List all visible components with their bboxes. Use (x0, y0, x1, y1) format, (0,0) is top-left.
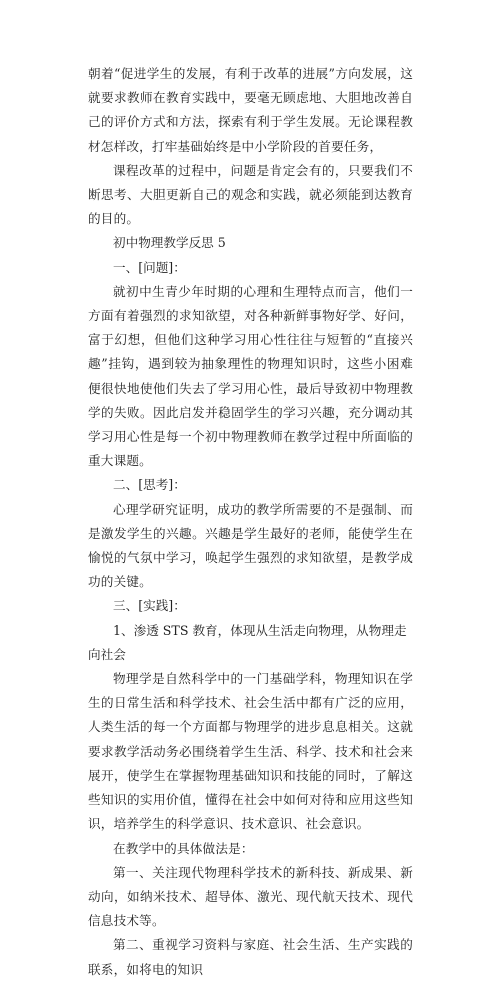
paragraph-physics-basics: 物理学是自然科学中的一门基础学科，物理知识在学生的日常生活和科学技术、社会生活中都有广泛的应用，人类生活的每一个方面都与物理学的进步息息相关。这就要求教学活动务必围绕着学生生活、科学、技术和社会来展开，使学生在掌握物理基础知识和技能的同时，了解这些知识的实用价值，懂得在社会中如何对待和应用这些知识，培养学生的科学意识、技术意识、社会意识。 (88, 671, 413, 832)
paragraph-curriculum-reform: 课程改革的过程中，问题是肯定会有的，只要我们不断思考、大胆更新自己的观念和实践，就必须能到达教育的目的。 (88, 162, 413, 227)
paragraph-first-point: 第一、关注现代物理科学技术的新科技、新成果、新动向，如纳米技术、超导体、激光、现代航天技术、现代信息技术等。 (88, 864, 413, 929)
heading-practice: 三、[实践]： (113, 598, 186, 614)
paragraph-second-point: 第二、重视学习资料与家庭、社会生活、生产实践的联系，如将电的知识 (88, 937, 413, 977)
heading-thinking: 二、[思考]： (113, 477, 186, 493)
paragraph-intro: 朝着“促进学生的发展，有利于改革的进展”方向发展，这就要求教师在教育实践中，要毫无顾虑地、大胆地改善自己的评价方式和方法，探索有利于学生发展。无论课程教材怎样改，打牢基础始终是中小学阶段的首要任务， (88, 66, 413, 154)
subheading-sts: 1、渗透 STS 教育，体现从生活走向物理，从物理走向社会 (88, 622, 407, 662)
paragraph-thinking: 心理学研究证明，成功的教学所需要的不是强制、而是激发学生的兴趣。兴趣是学生最好的老师，能使学生在愉悦的气氛中学习，唤起学生强烈的求知欲望，是教学成功的关键。 (88, 501, 413, 590)
paragraph-problem: 就初中生青少年时期的心理和生理特点而言，他们一方面有着强烈的求知欲望，对各种新鲜事物好学、好问，富于幻想，但他们这种学习用心性往往与短暂的“直接兴趣”挂钩，遇到较为抽象理性的物理知识时，这些小困难便很快地使他们失去了学习用心性，最后导致初中物理教学的失败。因此启发并稳固学生的学习兴趣，充分调动其学习用心性是每一个初中物理教师在教学过程中所面临的重大课题。 (88, 283, 413, 469)
section-title: 初中物理教学反思 5 (113, 235, 226, 251)
paragraph-method-intro: 在教学中的具体做法是： (113, 840, 254, 856)
heading-problem: 一、[问题]： (113, 259, 186, 275)
